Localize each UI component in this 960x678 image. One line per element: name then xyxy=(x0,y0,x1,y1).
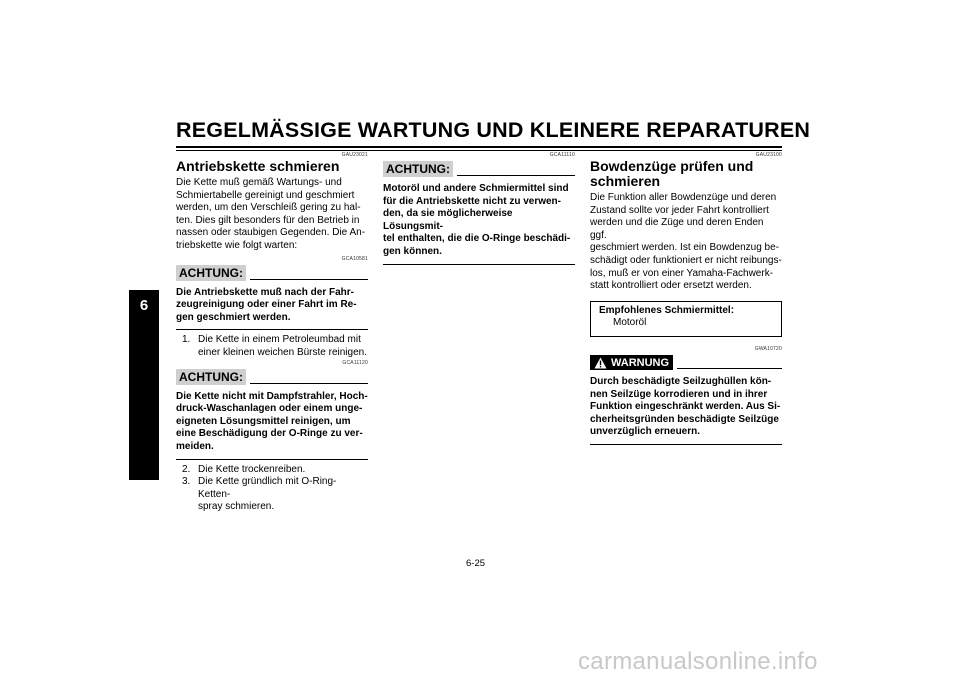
text-line: Funktion eingeschränkt werden. Aus Si- xyxy=(590,401,781,413)
list-item xyxy=(182,334,368,359)
heading-line: schmieren xyxy=(590,173,661,189)
caution-header xyxy=(383,161,575,177)
intro-paragraph xyxy=(176,177,368,253)
text-line: Motoröl und andere Schmiermittel sind xyxy=(383,183,569,194)
text-line: eine Beschädigung der O-Ringe zu ver- xyxy=(176,428,363,440)
list-number: 3. xyxy=(182,476,191,488)
text-line: Die Kette gründlich mit O-Ring-Ketten- xyxy=(198,476,337,500)
chapter-number: 6 xyxy=(139,297,149,314)
text-line: statt kontrolliert oder ersetzt werden. xyxy=(590,280,752,292)
warning-label: WARNUNG xyxy=(611,356,670,369)
list-item xyxy=(182,476,368,514)
text-line: den, da sie möglicherweise Lösungsmit- xyxy=(383,208,513,232)
column-1 xyxy=(176,152,368,514)
column-2 xyxy=(383,152,575,269)
caution-rule xyxy=(250,383,368,384)
text-line: druck-Waschanlagen oder einem unge- xyxy=(176,403,363,415)
text-line: Zustand sollte vor jeder Fahrt kontrolliert xyxy=(590,204,769,216)
text-line: gen können. xyxy=(383,245,442,257)
caution-bottom-rule xyxy=(176,459,368,460)
text-line: Schmiertabelle gereinigt und geschmiert xyxy=(176,189,355,201)
text-line: schädigt oder funktioniert er nicht reibungs- xyxy=(590,254,782,266)
lubricant-box xyxy=(590,301,782,337)
reference-code: GCA11120 xyxy=(342,359,368,366)
page-number: 6-25 xyxy=(466,558,486,569)
text-line: Die Antriebskette muß nach der Fahr- xyxy=(176,286,354,298)
text-line: Durch beschädigte Seilzughüllen kön- xyxy=(590,375,772,387)
text-line: gen geschmiert werden. xyxy=(176,311,291,323)
page-title: REGELMÄSSIGE WARTUNG UND KLEINERE REPARATUREN xyxy=(176,118,811,142)
list-item xyxy=(182,464,368,477)
text-line: zeugreinigung oder einer Fahrt im Re- xyxy=(176,299,357,311)
caution-rule xyxy=(250,279,368,280)
warning-badge xyxy=(590,355,673,370)
text-line: werden und die Züge und deren Enden ggf. xyxy=(590,217,764,241)
list-number: 2. xyxy=(182,463,191,475)
text-line: spray schmieren. xyxy=(198,501,275,513)
warning-rule xyxy=(677,368,782,369)
text-line: triebskette wie folgt warten: xyxy=(176,239,298,251)
lubricant-value: Motoröl xyxy=(613,317,647,329)
caution-text xyxy=(176,287,368,325)
text-line: werden, um den Verschleiß gering zu hal- xyxy=(176,202,361,214)
caution-label: ACHTUNG: xyxy=(176,369,246,385)
caution-text xyxy=(176,391,368,454)
caution-text xyxy=(383,183,575,259)
page-header xyxy=(176,118,811,151)
text-line: nen Seilzüge korrodieren und in ihrer xyxy=(590,388,768,400)
text-line: tel enthalten, die die O-Ringe beschädi- xyxy=(383,233,571,245)
warning-text xyxy=(590,376,782,439)
caution-label: ACHTUNG: xyxy=(176,265,246,281)
reference-code: GCA10581 xyxy=(341,255,368,262)
caution-header xyxy=(176,369,368,385)
text-line: Die Kette trockenreiben. xyxy=(198,463,306,475)
intro-paragraph xyxy=(590,192,782,293)
warning-header xyxy=(590,355,782,370)
lubricant-title: Empfohlenes Schmiermittel: xyxy=(599,304,735,316)
column-3 xyxy=(590,152,782,449)
chapter-tab xyxy=(129,290,159,480)
heading-line: Bowdenzüge prüfen und xyxy=(590,158,754,174)
reference-code: GAU23021 xyxy=(341,152,368,158)
text-line: Die Kette in einem Petroleumbad mit xyxy=(198,334,361,346)
warning-bottom-rule xyxy=(590,444,782,445)
text-line: meiden. xyxy=(176,440,214,452)
header-rule xyxy=(176,146,782,148)
watermark: carmanualsonline.info xyxy=(578,648,818,675)
text-line: ten. Dies gilt besonders für den Betrieb in xyxy=(176,214,360,226)
caution-header xyxy=(176,265,368,281)
text-line: nassen oder staubigen Gegenden. Die An- xyxy=(176,227,366,239)
text-line: für die Antriebskette nicht zu verwen- xyxy=(383,195,561,207)
reference-code: GCA11110 xyxy=(549,152,575,158)
reference-code: GAU23100 xyxy=(755,152,782,158)
caution-rule xyxy=(457,175,575,176)
caution-bottom-rule xyxy=(176,329,368,330)
text-line: einer kleinen weichen Bürste reinigen. xyxy=(198,346,367,358)
text-line: Die Funktion aller Bowdenzüge und deren xyxy=(590,192,777,203)
section-heading: Antriebskette schmieren xyxy=(176,158,340,174)
reference-code: GWA10720 xyxy=(754,345,782,352)
text-line: los, muß er von einer Yamaha-Fachwerk- xyxy=(590,267,774,279)
caution-label: ACHTUNG: xyxy=(383,161,453,177)
text-line: eigneten Lösungsmittel reinigen, um xyxy=(176,415,351,427)
text-line: unverzüglich erneuern. xyxy=(590,426,701,438)
section-heading xyxy=(590,159,782,189)
list-number: 1. xyxy=(182,334,191,346)
header-rule-thin xyxy=(176,150,782,151)
text-line: cherheitsgründen beschädigte Seilzüge xyxy=(590,413,779,425)
text-line: geschmiert werden. Ist ein Bowdenzug be- xyxy=(590,242,779,254)
warning-triangle-icon xyxy=(594,357,607,369)
caution-bottom-rule xyxy=(383,264,575,265)
text-line: Die Kette nicht mit Dampfstrahler, Hoch- xyxy=(176,390,368,402)
text-line: Die Kette muß gemäß Wartungs- und xyxy=(176,177,342,188)
